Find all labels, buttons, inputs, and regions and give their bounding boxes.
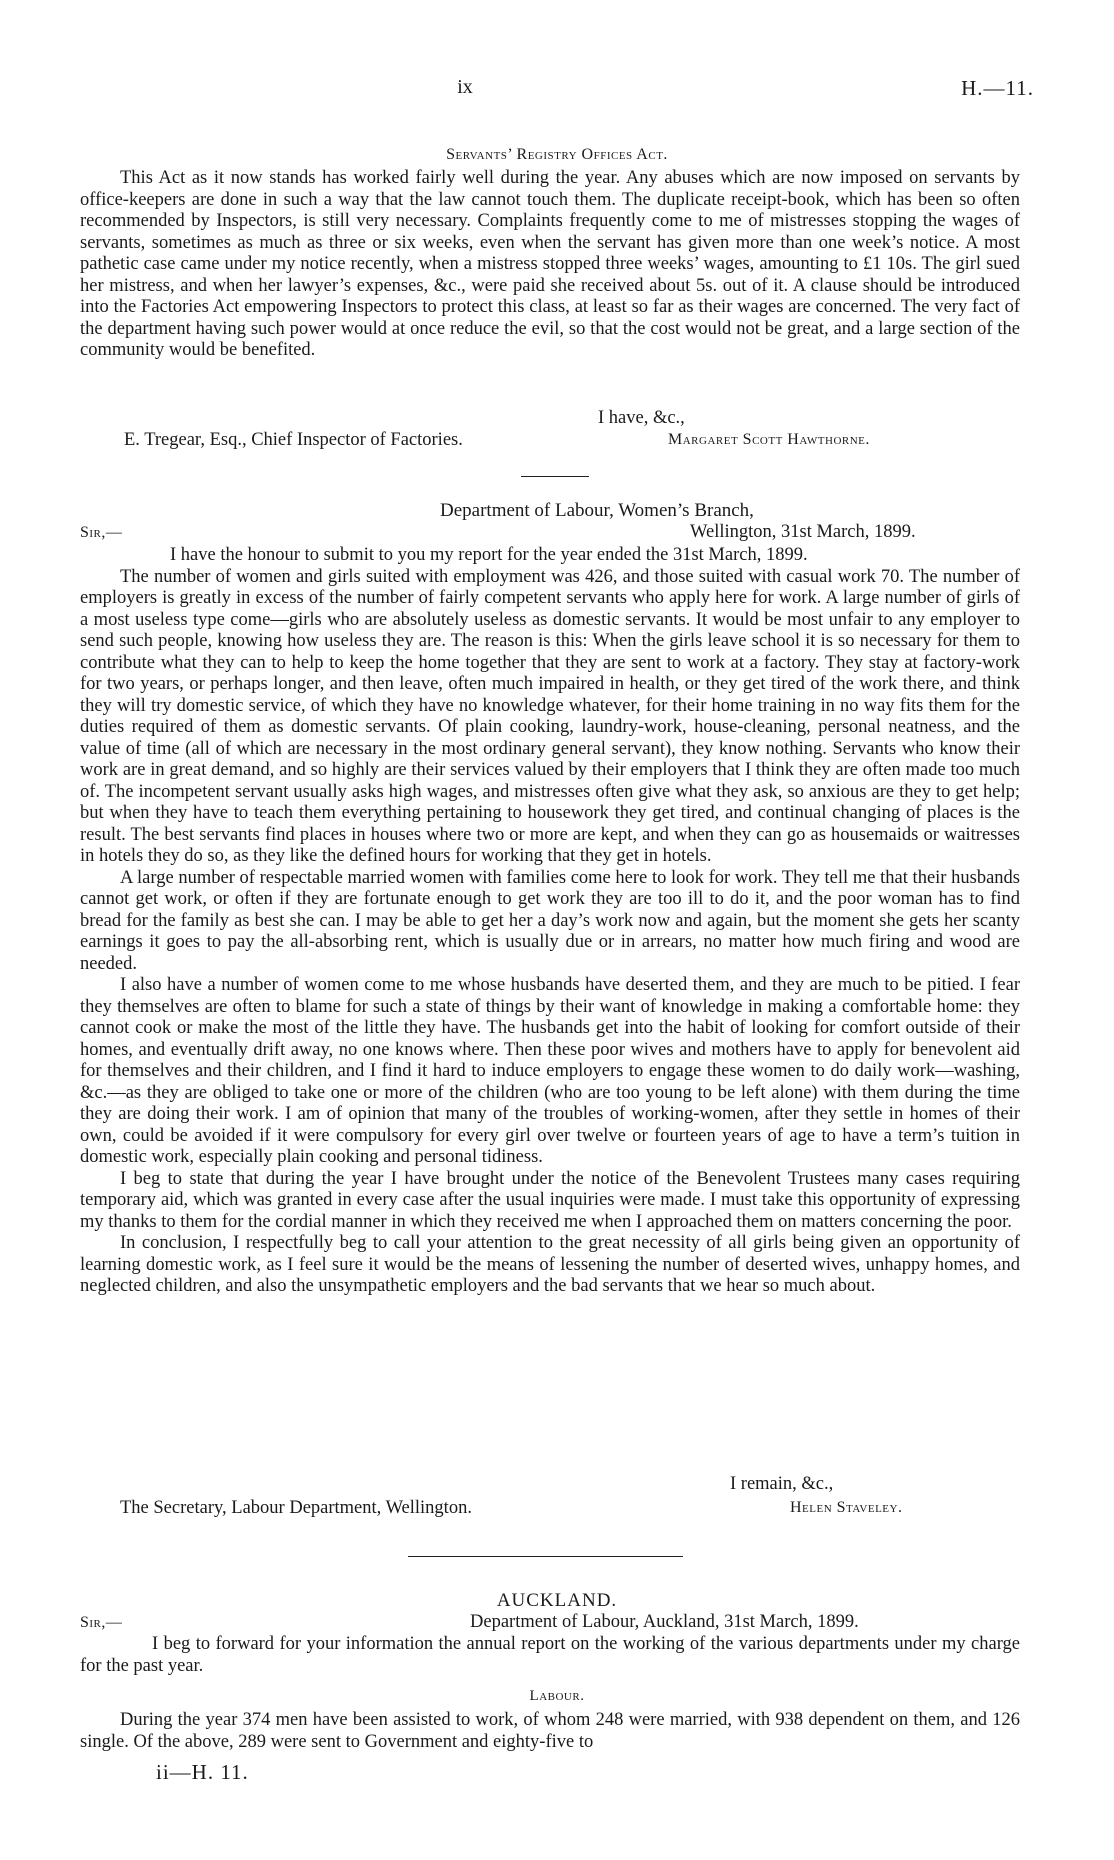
closing-line: I have, &c., xyxy=(598,408,685,428)
paragraph: The number of women and girls suited with employment was 426, and those suited with casual work 70. The number of employers is greatly in excess of the number of fairly competent servants who apply here for work. A large number of girls of a most useless type come—girls who are absolutely useless as domestic servants. It would be most unfair to any employer to send such people, knowing how useless they are. The reason is this: When the girls leave school it is so necessary for them to contribute what they can to help to keep the home together that they are sent to work at a factory. They stay at factory-work for two years, or perhaps longer, and then leave, often much impaired in health, or they get tired of the work there, and think they will try domestic service, of which they have no knowledge whatever, for their home training in no way fits them for the duties required of them as domestic servants. Of plain cooking, laundry-work, house-cleaning, personal neatness, and the value of time (all of which are necessary in the most ordinary general servant), they know nothing. Servants who know their work are in great demand, and so highly are their services valued by their employers that I think they are often made too much of. The incompetent servant usually asks high wages, and mistresses often give what they ask, so anxious are they to get help; but when they have to teach them everything pertaining to housework they get tired, and continual changing of places is the result. The best servants find places in houses where two or more are kept, and when they can go as housemaids or waitresses in hotels they do so, as they like the defined hours for working that they get in hotels. xyxy=(80,566,1020,866)
paragraph: I have the honour to submit to you my report for the year ended the 31st March, 1899. xyxy=(170,545,808,565)
addressee: E. Tregear, Esq., Chief Inspector of Factories. xyxy=(124,430,463,450)
paragraph: In conclusion, I respectfully beg to call your attention to the great necessity of all girls being given an opportunity of learning domestic work, as I feel sure it would be the means of lessening the number of deserted wives, unhappy homes, and neglected children, and also the unsympathetic employers and the bad servants that we hear so much about. xyxy=(80,1233,1020,1296)
letter-department: Department of Labour, Women’s Branch, xyxy=(440,500,754,521)
signature: Margaret Scott Hawthorne. xyxy=(668,431,870,448)
auckland-intro xyxy=(80,1634,1020,1677)
signature: Helen Staveley. xyxy=(790,1499,903,1516)
paragraph: This Act as it now stands has worked fairly well during the year. Any abuses which are now imposed on servants by office-keepers are done in such a way that the law cannot touch them. The duplicate receipt-book, which has been so often recommended by Inspectors, is still very necessary. Complaints frequently come to me of mistresses stopping the wages of servants, sometimes as much as three or six weeks, even when the servant has given more than one week’s notice. A most pathetic case came under my notice recently, when a mistress stopped three weeks’ wages, amounting to £1 10s. The girl sued her mistress, and when her lawyer’s expenses, &c., were paid she received about 5s. out of it. A clause should be introduced into the Factories Act empowering Inspectors to protect this class, at least so far as their wages are concerned. The very fact of the department having such power would at once reduce the evil, so that the cost would not be great, and a large section of the community would be benefited. xyxy=(80,168,1020,360)
section1-body xyxy=(80,168,1020,362)
letter2-body xyxy=(80,545,1020,1298)
signature-mark: ii—H. 11. xyxy=(156,1760,249,1784)
divider xyxy=(408,1556,683,1557)
closing-line: I remain, &c., xyxy=(730,1474,834,1494)
divider xyxy=(521,476,589,477)
salutation: Sir,— xyxy=(80,1614,123,1631)
section-title: Servants’ Registry Offices Act. xyxy=(446,146,668,163)
salutation: Sir,— xyxy=(80,524,123,541)
paragraph: I beg to forward for your information the annual report on the working of the various departments under my charge for the past year. xyxy=(80,1634,1020,1676)
department-date: Department of Labour, Auckland, 31st March, 1899. xyxy=(470,1612,859,1632)
page-number-roman: ix xyxy=(457,76,473,98)
paragraph: During the year 374 men have been assisted to work, of whom 248 were married, with 938 dependent on them, and 126 single. Of the above, 289 were sent to Government and eighty-five to xyxy=(80,1710,1020,1752)
subheading: Labour. xyxy=(529,1688,585,1704)
place-date: Wellington, 31st March, 1899. xyxy=(690,522,916,542)
paragraph: I also have a number of women come to me whose husbands have deserted them, and they are much to be pitied. I fear they themselves are often to blame for such a state of things by their want of knowledge in making a comfortable home: they cannot cook or make the most of the little they have. The husbands get into the habit of looking for comfort outside of their homes, and eventually drift away, no one knows where. Then these poor wives and mothers have to apply for benevolent aid for themselves and their children, and I find it hard to induce employers to engage these women to do daily work—washing, &c.—as they are obliged to take one or more of the children (who are too young to be left alone) with them during the time they are doing their work. I am of opinion that many of the troubles of working-women, after they settle in homes of their own, could be avoided if it were compulsory for every girl over twelve or fourteen years of age to have a term’s tuition in domestic work, especially plain cooking and personal tidiness. xyxy=(80,975,1020,1167)
auckland-heading: AUCKLAND. xyxy=(496,1590,618,1611)
paragraph: I beg to state that during the year I have brought under the notice of the Benevolent Trustees many cases requiring temporary aid, which was granted in every case after the usual inquiries were made. I must take this opportunity of expressing my thanks to them for the cordial manner in which they received me when I approached them on matters concerning the poor. xyxy=(80,1168,1020,1232)
document-code: H.—11. xyxy=(961,76,1034,100)
addressee: The Secretary, Labour Department, Wellington. xyxy=(120,1498,472,1518)
auckland-body xyxy=(80,1710,1020,1753)
paragraph: A large number of respectable married women with families come here to look for work. They tell me that their husbands cannot get work, or often if they are fortunate enough to get work they are too ill to do it, and the poor woman has to find bread for the family as best she can. I may be able to get her a day’s work now and again, but the moment she gets her scanty earnings it goes to pay the all-absorbing rent, which is usually due or in arrears, no matter how much firing and wood are needed. xyxy=(80,867,1020,974)
